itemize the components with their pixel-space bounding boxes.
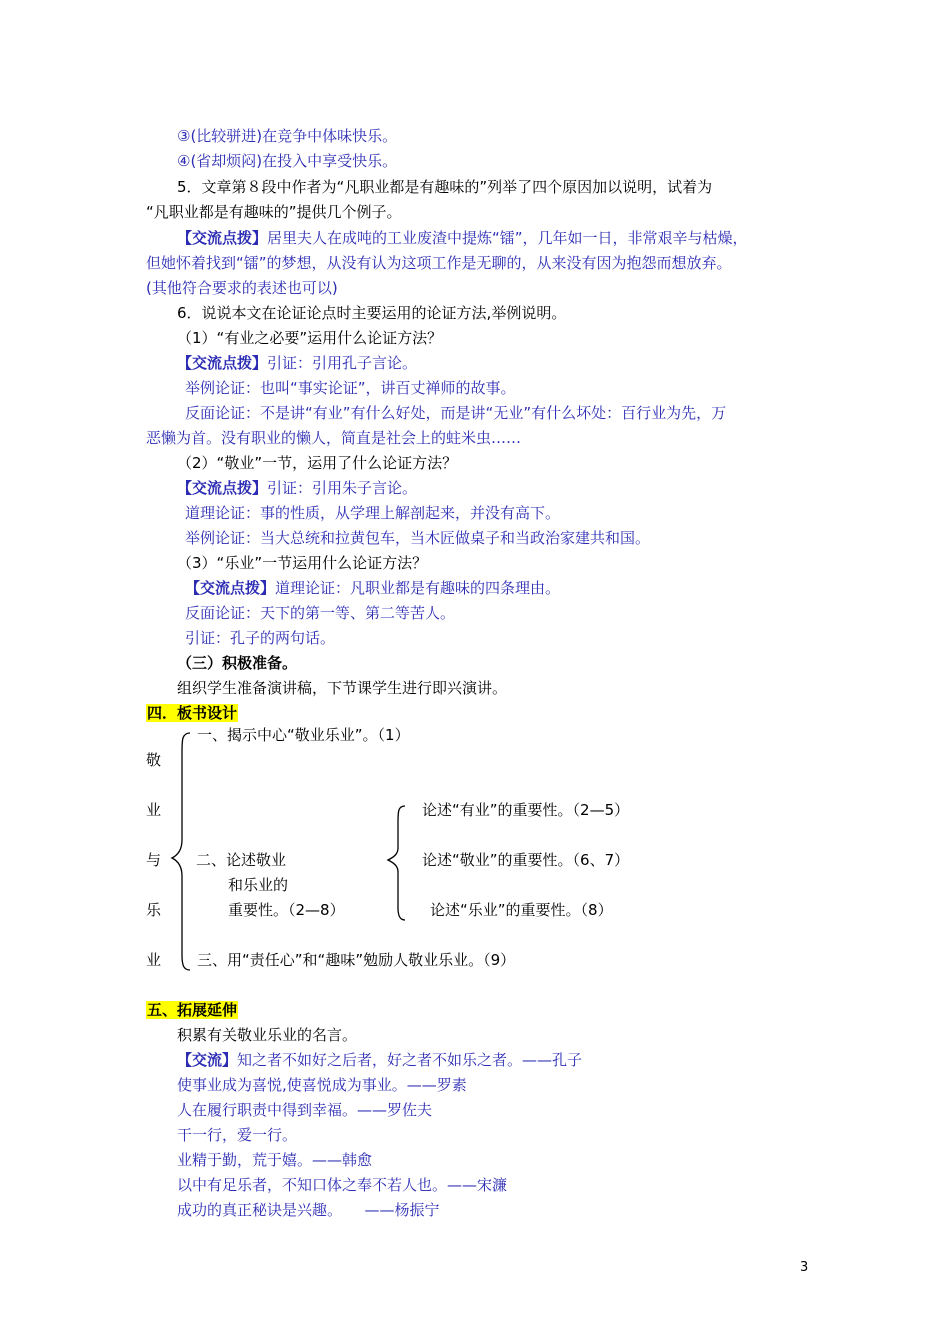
answer-6-2-text: 引证：引用朱子言论。 (267, 479, 418, 497)
quote-2: 使事业成为喜悦,使喜悦成为事业。——罗素 (177, 1076, 467, 1094)
quote-3: 人在履行职责中得到幸福。——罗佐夫 (177, 1101, 433, 1119)
quote-7: 成功的真正秘诀是兴趣。 ——杨振宁 (177, 1201, 440, 1219)
page-number: 3 (800, 1260, 809, 1275)
answer-6-1-line-4: 恶懒为首。没有职业的懒人，简直是社会上的蛀米虫…… (146, 429, 522, 447)
side-char-4: 乐 (146, 901, 162, 919)
answer-6-1-line-3: 反面论证：不是讲“有业”有什么好处，而是讲“无业”有什么坏处：百行业为先，万 (185, 404, 727, 422)
board-item-3: 三、用“责任心”和“趣味”勉励人敬业乐业。（9） (197, 951, 516, 969)
step-3-text: 组织学生准备演讲稿，下节课学生进行即兴演讲。 (177, 679, 508, 697)
board-item-1: 一、揭示中心“敬业乐业”。（1） (197, 726, 410, 744)
main-brace (172, 733, 190, 970)
section-5-heading: 五、拓展延伸 (147, 1001, 238, 1019)
answer-6-3-line-2: 反面论证：天下的第一等、第二等苦人。 (185, 604, 456, 622)
quote-4: 干一行，爱一行。 (177, 1126, 298, 1144)
section-5-intro: 积累有关敬业乐业的名言。 (177, 1026, 358, 1044)
answer-5-line-3: (其他符合要求的表述也可以) (146, 279, 338, 297)
answer-6-1-line-2: 举例论证：也叫“事实论证”，讲百丈禅师的故事。 (185, 379, 516, 397)
side-char-2: 业 (146, 801, 162, 819)
answer-line-3: ③(比较骈进)在竞争中体味快乐。 (177, 127, 398, 145)
board-item-2-line-2: 和乐业的 (228, 876, 289, 894)
side-char-1: 敬 (146, 751, 162, 769)
answer-6-2-line-2: 道理论证：事的性质，从学理上解剖起来，并没有高下。 (185, 504, 561, 522)
exchange-label: 【交流】 (177, 1051, 238, 1069)
exchange-tip-label: 【交流点拨】 (177, 229, 268, 247)
answer-6-1-text: 引证：引用孔子言论。 (267, 354, 418, 372)
answer-6-2-line-3: 举例论证：当大总统和拉黄包车，当木匠做桌子和当政治家建共和国。 (185, 529, 651, 547)
answer-5-line-2: 但她怀着找到“镭”的梦想，从没有认为这项工作是无聊的，从来没有因为抱怨而想放弃。 (146, 254, 732, 272)
question-6-1: （1）“有业之必要”运用什么论证方法？ (177, 329, 443, 347)
question-5-line-1: 5．文章第８段中作者为“凡职业都是有趣味的”列举了四个原因加以说明，试着为 (177, 178, 713, 196)
answer-line-4: ④(省却烦闷)在投入中享受快乐。 (177, 152, 398, 170)
quote-1: 【交流】知之者不如好之后者，好之者不如乐之者。——孔子 (177, 1051, 583, 1069)
quote-6: 以中有足乐者，不知口体之奉不若人也。——宋濂 (177, 1176, 508, 1194)
exchange-tip-label: 【交流点拨】 (177, 354, 268, 372)
answer-5-text: 居里夫人在成吨的工业废渣中提炼“镭”，几年如一日，非常艰辛与枯燥， (267, 229, 748, 247)
board-item-2-line-1: 二、论述敬业 (196, 851, 287, 869)
question-6-3: （3）“乐业”一节运用什么论证方法？ (177, 554, 428, 572)
quote-5: 业精于勤，荒于嬉。——韩愈 (177, 1151, 373, 1169)
step-3-heading: （三）积极准备。 (177, 654, 298, 672)
answer-6-3-text: 道理论证：凡职业都是有趣味的四条理由。 (275, 579, 561, 597)
question-6: 6．说说本文在论证论点时主要运用的论证方法,举例说明。 (177, 304, 567, 322)
section-4-heading: 四．板书设计 (147, 704, 238, 722)
side-char-5: 业 (146, 951, 162, 969)
side-char-3: 与 (146, 851, 162, 869)
question-6-2: （2）“敬业”一节，运用了什么论证方法？ (177, 454, 458, 472)
answer-6-3-line-3: 引证：孔子的两句话。 (185, 629, 336, 647)
exchange-tip-label: 【交流点拨】 (177, 479, 268, 497)
board-sub-1: 论述“有业”的重要性。（2—5） (422, 801, 630, 819)
board-sub-2: 论述“敬业”的重要性。（6、7） (422, 851, 630, 869)
question-5-line-2: “凡职业都是有趣味的”提供几个例子。 (146, 203, 402, 221)
board-sub-3: 论述“乐业”的重要性。（8） (430, 901, 613, 919)
exchange-tip-label: 【交流点拨】 (185, 579, 276, 597)
board-item-2-line-3: 重要性。（2—8） (228, 901, 345, 919)
sub-brace (388, 806, 405, 920)
